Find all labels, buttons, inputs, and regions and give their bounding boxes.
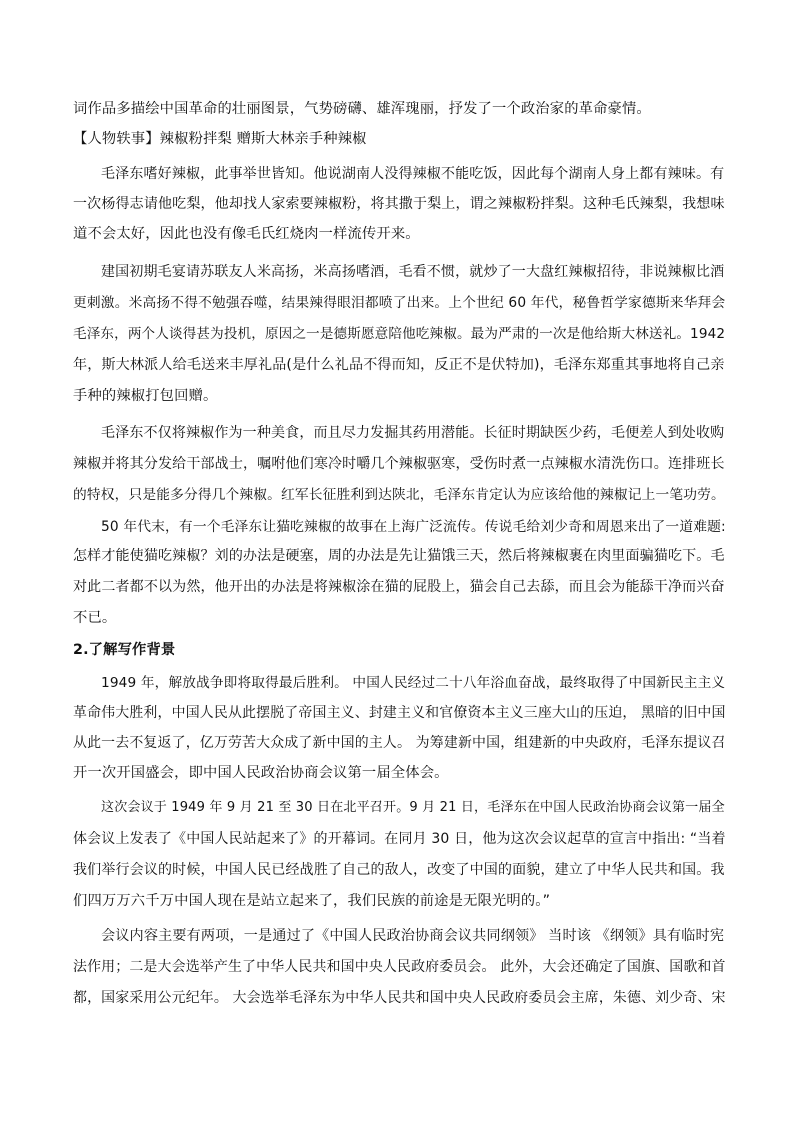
paragraph-4-line-4: 不已。	[73, 610, 117, 626]
paragraph-7-line-3: 都，国家采用公元纪年。 大会选举毛泽东为中华人民共和国中央人民政府委员会主席，朱德、刘少奇、宋	[73, 990, 726, 1006]
intro-tail-text: 词作品多描绘中国革命的壮丽图景，气势磅礴、雄浑瑰丽，抒发了一个政治家的革命豪情。	[73, 101, 651, 117]
paragraph-4-line-3: 对此二者都不以为然，他开出的办法是将辣椒涂在猫的屁股上，猫会自己去舔，而且会为能舔干净而兴奋	[73, 579, 725, 595]
paragraph-5-line-2: 革命伟大胜利，中国人民从此摆脱了帝国主义、封建主义和官僚资本主义三座大山的压迫， 黑暗的旧中国	[73, 705, 726, 721]
paragraph-7-line-1: 会议内容主要有两项，一是通过了《中国人民政治协商会议共同纲领》 当时该 《纲领》具有临时宪	[101, 928, 725, 944]
paragraph-3-line-1: 毛泽东不仅将辣椒作为一种美食，而且尽力发掘其药用潜能。长征时期缺医少药，毛便差人到处收购	[101, 425, 725, 441]
paragraph-4-line-2: 怎样才能使猫吃辣椒？刘的办法是硬塞，周的办法是先让猫饿三天，然后将辣椒裹在肉里面骗猫吃下。毛	[73, 548, 725, 564]
anecdote-heading: 【人物轶事】辣椒粉拌梨 赠斯大林亲手种辣椒	[73, 131, 367, 147]
paragraph-5-line-1: 1949 年，解放战争即将取得最后胜利。 中国人民经过二十八年浴血奋战，最终取得了中国新民主主义	[101, 675, 726, 691]
paragraph-2-line-5: 手种的辣椒打包回赠。	[73, 388, 218, 404]
paragraph-2-line-4: 年，斯大林派人给毛送来丰厚礼品(是什么礼品不得而知，反正不是伏特加)，毛泽东郑重其事地将自己亲	[73, 357, 725, 373]
paragraph-1-line-2: 一次杨得志请他吃梨，他却找人家索要辣椒粉，将其撒于梨上，谓之辣椒粉拌梨。这种毛氏辣梨，我想味	[73, 196, 725, 212]
paragraph-6-line-1: 这次会议于 1949 年 9 月 21 至 30 日在北平召开。9 月 21 日，毛泽东在中国人民政治协商会议第一届全	[101, 800, 725, 815]
paragraph-6-line-2: 体会议上发表了《中国人民站起来了》的开幕词。在同月 30 日，他为这次会议起草的宣言中指出: “当着	[73, 831, 726, 847]
paragraph-5-line-3: 从此一去不复返了，亿万劳苦大众成了新中国的主人。 为筹建新中国，组建新的中央政府，毛泽东提议召	[73, 735, 726, 751]
paragraph-3-line-3: 的特权，只是能多分得几个辣椒。红军长征胜利到达陕北，毛泽东肯定认为应该给他的辣椒记上一笔功劳。	[73, 487, 725, 503]
section-heading: 2.了解写作背景	[73, 642, 176, 658]
paragraph-2-line-1: 建国初期毛宴请苏联友人米高扬，米高扬嗜酒，毛看不惯，就炒了一大盘红辣椒招待，非说辣椒比酒	[101, 264, 725, 280]
paragraph-5-line-4: 开一次开国盛会，即中国人民政治协商会议第一届全体会。	[73, 765, 449, 781]
paragraph-4-line-1: 50 年代末，有一个毛泽东让猫吃辣椒的故事在上海广泛流传。传说毛给刘少奇和周恩来出了一道难题:	[101, 519, 726, 535]
paragraph-2-line-2: 更刺激。米高扬不得不勉强吞噬，结果辣得眼泪都喷了出来。上个世纪 60 年代，秘鲁哲学家德斯来华拜会	[73, 295, 726, 311]
paragraph-3-line-2: 辣椒并将其分发给干部战士，嘱咐他们寒冷时嚼几个辣椒驱寒，受伤时煮一点辣椒水清洗伤口。连排班长	[73, 456, 725, 472]
paragraph-6-line-3: 我们举行会议的时候，中国人民已经战胜了自己的敌人，改变了中国的面貌，建立了中华人民共和国。我	[73, 862, 725, 878]
paragraph-1-line-3: 道不会太好，因此也没有像毛氏红烧肉一样流传开来。	[73, 226, 420, 242]
paragraph-7-line-2: 法作用；二是大会选举产生了中华人民共和国中央人民政府委员会。 此外，大会还确定了国旗、国歌和首	[73, 959, 726, 975]
paragraph-1-line-1: 毛泽东嗜好辣椒，此事举世皆知。他说湖南人没得辣椒不能吃饭，因此每个湖南人身上都有辣味。有	[101, 166, 725, 182]
paragraph-6-line-4: 们四万万六千万中国人现在是站立起来了，我们民族的前途是无限光明的。”	[73, 893, 551, 909]
paragraph-2-line-3: 毛泽东，两个人谈得甚为投机，原因之一是德斯愿意陪他吃辣椒。最为严肃的一次是他给斯大林送礼。1942	[73, 326, 726, 342]
